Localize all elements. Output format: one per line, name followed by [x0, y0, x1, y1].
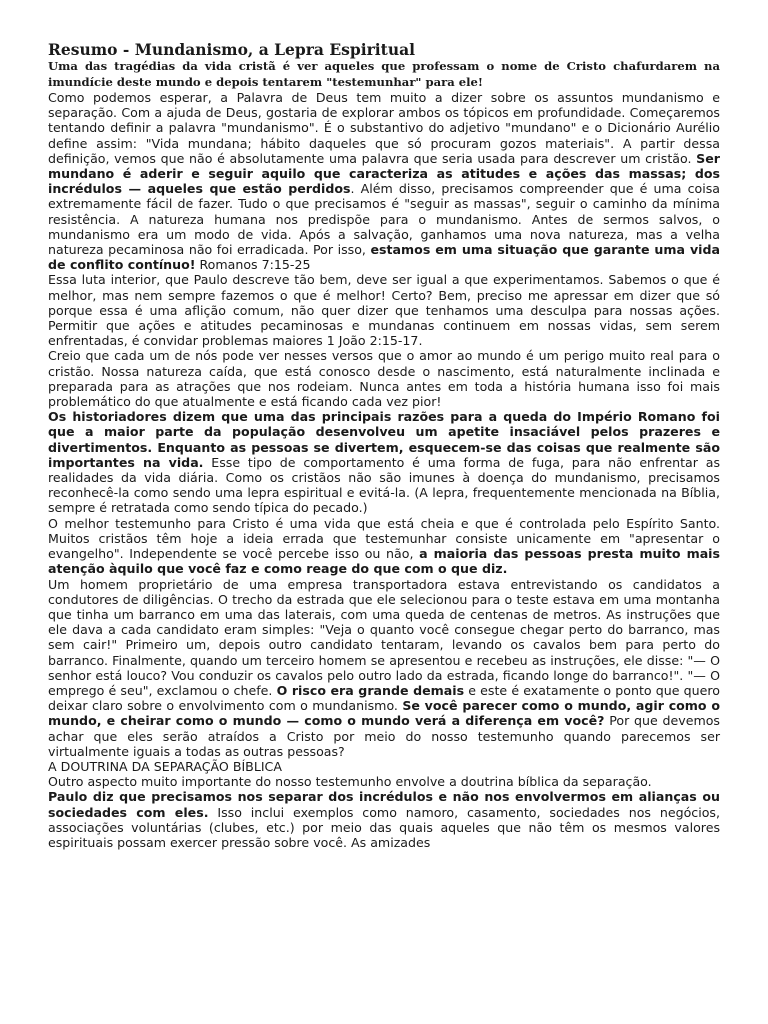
- paragraph-6-text-3: Por que devemos achar que eles serão atraídos a Cristo por meio do nosso testemunho quando parecemos ser virtualmente iguais a todas as outras pessoas?: [48, 713, 720, 759]
- paragraph-3: Creio que cada um de nós pode ver nesses versos que o amor ao mundo é um perigo muito real para o cristão. Nossa natureza caída, que está conosco desde o nascimento, está naturalmente inclinada e preparada para as atrações que nos rodeiam. Nunca antes em toda a história humana isso foi mais problemático do que atualmente e está ficando cada vez pior!: [48, 348, 720, 410]
- paragraph-1: [48, 90, 720, 272]
- paragraph-6-text-1: Um homem proprietário de uma empresa transportadora estava entrevistando os candidatos a condutores de diligências. O trecho da estrada que ele selecionou para o teste estava em uma montanha que tinha um barranco em uma das laterais, com uma queda de centenas de metros. As instruções que ele dava a cada candidato eram simples: "Veja o quanto você consegue chegar perto do barranco, mas sem cair!" Primeiro um, depois outro candidato tentaram, levando os cavalos bem para perto do barranco. Finalmente, quando um terceiro homem se apresentou e recebeu as instruções, ele disse: "— O senhor está louco? Vou conduzir os cavalos pelo outro lado da estrada, ficando longe do barranco!". "— O emprego é seu", exclamou o chefe.: [48, 576, 720, 698]
- paragraph-4-text-1: Esse tipo de comportamento é uma forma de fuga, para não enfrentar as realidades da vida diária. Como os cristãos não são imunes à doença do mundanismo, precisamos reconhecê-la como sendo uma lepra espiritual e evitá-la. (A lepra, frequentemente mencionada na Bíblia, sempre é retratada como sendo típica do pecado.): [48, 454, 721, 516]
- paragraph-6-bold-2: Se você parecer como o mundo, agir como o mundo, e cheirar como o mundo — como o mundo verá a diferença em você?: [48, 698, 720, 729]
- paragraph-8-bold-1: Paulo diz que precisamos nos separar dos incrédulos e não nos envolvermos em alianças ou sociedades com eles.: [48, 789, 720, 820]
- paragraph-1-text-3: Romanos 7:15-25: [195, 257, 311, 273]
- section-heading: A DOUTRINA DA SEPARAÇÃO BÍBLICA: [48, 758, 282, 774]
- paragraph-1-bold-2: estamos em uma situação que garante uma vida de conflito contínuo!: [48, 242, 720, 273]
- paragraph-5-text-1: O melhor testemunho para Cristo é uma vida que está cheia e que é controlada pelo Espírito Santo. Muitos cristãos têm hoje a ideia errada que testemunhar consiste unicamente em "apresentar o evangelho". Independente se você percebe isso ou não,: [48, 515, 720, 562]
- paragraph-7: Outro aspecto muito importante do nosso testemunho envolve a doutrina bíblica da separação.: [48, 774, 652, 790]
- paragraph-6-bold-1: O risco era grande demais: [276, 682, 465, 698]
- paragraph-5-bold-1: a maioria das pessoas presta muito mais atenção àquilo que você faz e como reage do que com o que diz.: [48, 546, 720, 577]
- paragraph-1-text-1: Como podemos esperar, a Palavra de Deus tem muito a dizer sobre os assuntos mundanismo e separação. Com a ajuda de Deus, gostaria de explorar ambos os tópicos em profundidade. Começaremos tentando definir a palavra "mundanismo". É o substantivo do adjetivo "mundano" e o Dicionário Aurélio define assim: "Vida mundana; hábito daqueles que só procuram gozos materiais". A partir dessa definição, vemos que não é absolutamente uma palavra que seria usada para descrever um cristão.: [48, 90, 720, 166]
- paragraph-8: [48, 789, 720, 850]
- paragraph-4: [48, 409, 720, 515]
- paragraph-1-text-2: . Além disso, precisamos compreender que é uma coisa extremamente fácil de fazer. Tudo o que precisamos é "seguir as massas", seguir o caminho da mínima resistência. A natureza humana nos predispõe para o mundanismo. Antes de sermos salvos, o mundanismo era um modo de vida. Após a salvação, ganhamos uma nova natureza, mas a velha natureza pecaminosa não foi erradicada. Por isso,: [48, 181, 720, 258]
- paragraph-6-text-2: e este é exatamente o ponto que quero deixar claro sobre o envolvimento com o mundanismo.: [48, 682, 721, 714]
- paragraph-4-bold-1: Os historiadores dizem que uma das principais razões para a queda do Império Romano foi que a maior parte da população desenvolveu um apetite insaciável pelos prazeres e divertimentos. Enquanto as pessoas se divertem, esquecem-se das coisas que realmente são importantes na vida.: [48, 409, 720, 470]
- document-subtitle: Uma das tragédias da vida cristã é ver aqueles que professam o nome de Cristo chafurdarem na imundície deste mundo e depois tentarem "testemunhar" para ele!: [48, 59, 720, 89]
- paragraph-1-bold-1: Ser mundano é aderir e seguir aquilo que caracteriza as atitudes e ações das massas; dos incrédulos — aqueles que estão perdidos: [48, 150, 720, 197]
- paragraph-8-text-1: Isso inclui exemplos como namoro, casamento, sociedades nos negócios, associações voluntárias (clubes, etc.) por meio das quais aqueles que não têm os mesmos valores espirituais possam exercer pressão sobre você. As amizades: [48, 804, 720, 850]
- paragraph-6: [48, 577, 720, 759]
- paragraph-2: Essa luta interior, que Paulo descreve tão bem, deve ser igual a que experimentamos. Sabemos o que é melhor, mas nem sempre fazemos o que é melhor! Certo? Bem, preciso me apressar em dizer que só porque essa é uma aflição comum, não quer dizer que tenhamos uma desculpa para nossas ações. Permitir que ações e atitudes pecaminosas e mundanas continuem em nossas vidas, sem serem enfrentadas, é convidar problemas maiores 1 João 2:15-17.: [48, 272, 720, 349]
- document-title: Resumo - Mundanismo, a Lepra Espiritual: [48, 40, 416, 59]
- paragraph-5: [48, 516, 720, 577]
